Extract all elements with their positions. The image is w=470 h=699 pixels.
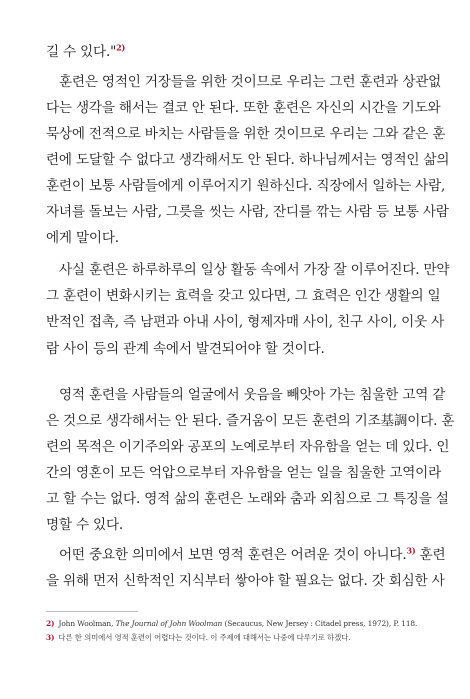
footnote-number: 2) bbox=[46, 619, 55, 628]
footnote-divider bbox=[46, 611, 138, 612]
text-line: 람 사이 등의 관계 속에서 발견되어야 할 것이다. bbox=[46, 341, 325, 357]
text-line: 묵상에 전적으로 바치는 사람들을 위한 것이므로 우리는 그와 같은 훈 bbox=[46, 126, 446, 142]
text-line: 다는 생각을 해서는 결코 안 된다. 또한 훈련은 자신의 시간을 기도와 bbox=[46, 100, 441, 116]
text-line: 련에 도달할 수 없다고 생각해서도 안 된다. 하나님께서는 영적인 삶의 bbox=[46, 152, 450, 168]
text-line: 명할 수 있다. bbox=[46, 517, 124, 533]
text-line: 련의 목적은 이기주의와 공포의 노예로부터 자유함을 얻는 데 있다. 인 bbox=[46, 439, 450, 455]
book-title: The Journal of John Woolman bbox=[115, 619, 223, 628]
text-line: 고 할 수는 없다. 영적 삶의 훈련은 노래와 춤과 외침으로 그 특징을 설 bbox=[46, 491, 449, 507]
text-line: 을 위해 먼저 신학적인 지식부터 쌓아야 할 필요는 없다. 갓 회심한 사 bbox=[46, 573, 445, 589]
text-line: 자녀를 돌보는 사람, 그릇을 씻는 사람, 잔디를 깎는 사람 등 보통 사람 bbox=[46, 204, 449, 220]
paragraph-start-line: 영적 훈련을 사람들의 얼굴에서 웃음을 빼앗아 가는 침울한 고역 같 bbox=[59, 387, 446, 403]
footnote-number: 3) bbox=[46, 633, 55, 642]
paragraph-start-line: 어떤 중요한 의미에서 보면 영적 훈련은 어려운 것이 아니다.$^{3)}$ 훈련 bbox=[59, 545, 446, 563]
footnote: 3) 다른 한 의미에서 영적 훈련이 어렵다는 것이다. 이 주제에 대해서는 나중에 다루기로 하겠다. bbox=[46, 633, 351, 642]
text-line: 반적인 접촉, 즉 남편과 아내 사이, 형제자매 사이, 친구 사이, 이웃 사 bbox=[46, 314, 445, 330]
footnote: 2) John Woolman, The Journal of John Woolman (Secaucus, New Jersey : Citadel press, 1972), P. 118. bbox=[46, 619, 418, 628]
text-line: 그 훈련이 변화시키는 효력을 갖고 있다면, 그 효력은 인간 생활의 일 bbox=[46, 288, 441, 304]
text-line: 간의 영혼이 모든 억압으로부터 자유함을 얻는 일을 침울한 고역이라 bbox=[46, 465, 442, 481]
footnote-ref[interactable]: 2) bbox=[116, 42, 126, 53]
text-line: 길 수 있다."$^{2)}$ bbox=[46, 42, 126, 60]
text-line: 훈련이 보통 사람들에게 이루어지기 원하신다. 직장에서 일하는 사람, bbox=[46, 178, 446, 194]
text-line: 에게 말이다. bbox=[46, 230, 119, 246]
paragraph-start-line: 훈련은 영적인 거장들을 위한 것이므로 우리는 그런 훈련과 상관없 bbox=[59, 74, 442, 90]
paragraph-start-line: 사실 훈련은 하루하루의 일상 활동 속에서 가장 잘 이루어진다. 만약 bbox=[59, 262, 450, 278]
footnote-ref[interactable]: 3) bbox=[406, 545, 416, 556]
text-line: 은 것으로 생각해서는 안 된다. 즐거움이 모든 훈련의 기조基調이다. 훈 bbox=[46, 413, 455, 429]
